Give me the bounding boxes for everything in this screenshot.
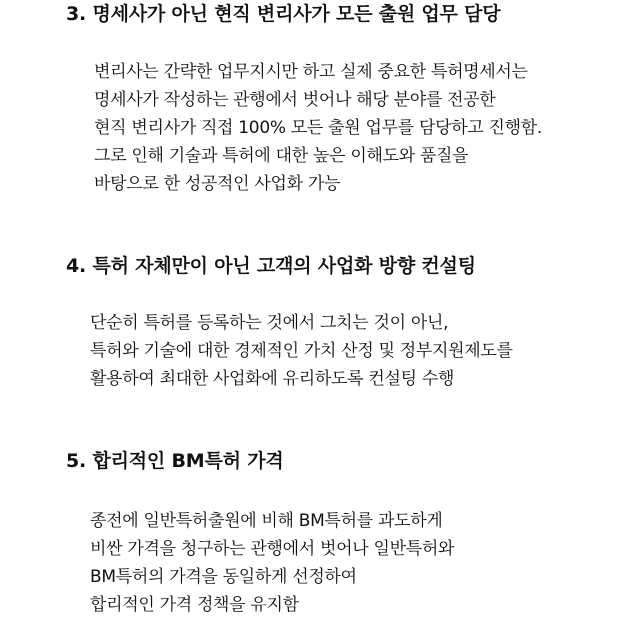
paragraph-line: 비싼 가격을 청구하는 관행에서 벗어나 일반특허와 [90, 539, 455, 559]
paragraph-line: 특허와 기술에 대한 경제적인 가치 산정 및 정부지원제도를 [90, 341, 513, 361]
paragraph-line: 활용하여 최대한 사업화에 유리하도록 컨설팅 수행 [90, 369, 455, 389]
paragraph-line: 종전에 일반특허출원에 비해 BM특허를 과도하게 [90, 511, 443, 531]
paragraph-line: 현직 변리사가 직접 100% 모든 출원 업무를 담당하고 진행함. [94, 118, 543, 138]
section-5-paragraph [90, 507, 454, 619]
paragraph-line: 변리사는 간략한 업무지시만 하고 실제 중요한 특허명세서는 [94, 62, 528, 82]
section-3-heading: 3. 명세사가 아닌 현직 변리사가 모든 출원 업무 담당 [66, 3, 501, 25]
paragraph-line: 명세사가 작성하는 관행에서 벗어나 해당 분야를 전공한 [94, 90, 496, 110]
paragraph-line: BM특허의 가격을 동일하게 선정하여 [90, 567, 357, 587]
section-3-paragraph [94, 58, 542, 198]
paragraph-line: 바탕으로 한 성공적인 사업화 가능 [94, 174, 341, 194]
section-5-heading: 5. 합리적인 BM특허 가격 [66, 450, 284, 472]
paragraph-line: 단순히 특허를 등록하는 것에서 그치는 것이 아닌, [90, 313, 449, 333]
section-4-heading: 4. 특허 자체만이 아닌 고객의 사업화 방향 컨설팅 [66, 255, 476, 277]
paragraph-line: 그로 인해 기술과 특허에 대한 높은 이해도와 품질을 [94, 146, 469, 166]
paragraph-line: 합리적인 가격 정책을 유지함 [90, 595, 299, 615]
section-4-paragraph [90, 309, 513, 393]
